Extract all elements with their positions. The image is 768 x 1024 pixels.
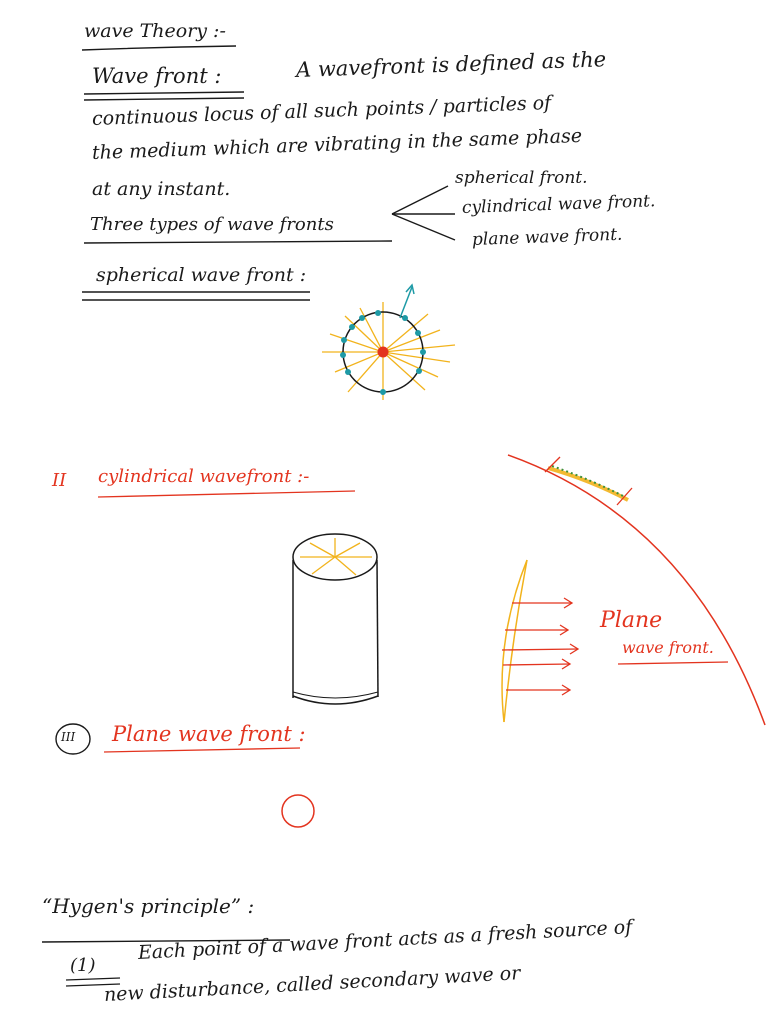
definition-line-1: A wavefront is defined as the [295, 47, 607, 82]
definition-line-3: the medium which are vibrating in the same phase [91, 124, 583, 164]
type-cylindrical: cylindrical wave front. [461, 191, 656, 218]
wavefront-underline-2 [84, 98, 244, 100]
plane-num: III [61, 730, 76, 744]
plane-underline [104, 748, 300, 752]
principle-line-2: new disturbance, called secondary wave or [103, 962, 521, 1006]
cylinder-diagram [293, 534, 378, 704]
wavefront-underline-1 [84, 92, 244, 94]
large-arc [508, 455, 765, 725]
definition-line-2: continuous locus of all such points / particles of [91, 91, 552, 130]
spherical-diagram [322, 285, 455, 400]
cylinder-rays [300, 538, 372, 575]
cylindrical-num: II [52, 470, 67, 491]
types-underline [84, 241, 392, 243]
principle-title: “Hygen's principle” : [42, 894, 255, 918]
spherical-label: spherical wave front : [96, 264, 307, 286]
wavefront-label: Wave front : [92, 64, 222, 88]
types-label: Three types of wave fronts [90, 214, 334, 235]
plane-caption-line2: wave front. [622, 638, 714, 657]
cylindrical-underline [98, 491, 355, 497]
point-source [378, 347, 389, 358]
plane-caption-line1: Plane [600, 608, 663, 633]
heading: wave Theory :- [84, 20, 226, 42]
plane-caption-underline [618, 662, 728, 664]
principle-item-num: (1) [70, 955, 96, 976]
plane-label: Plane wave front : [112, 722, 306, 746]
spherical-rays [322, 302, 455, 400]
type-plane: plane wave front. [471, 224, 623, 250]
plane-wavefront-diagram [502, 560, 578, 722]
item-underline-1 [66, 978, 120, 980]
type-spherical: spherical front. [455, 168, 588, 188]
definition-line-4: at any instant. [92, 178, 231, 200]
type-branch-3 [392, 214, 455, 240]
small-red-circle [282, 795, 314, 827]
cylindrical-label: cylindrical wavefront :- [98, 466, 310, 487]
principle-line-1: Each point of a wave front acts as a fresh source of [137, 916, 633, 964]
type-branch-1 [392, 186, 448, 214]
heading-underline [82, 46, 236, 50]
